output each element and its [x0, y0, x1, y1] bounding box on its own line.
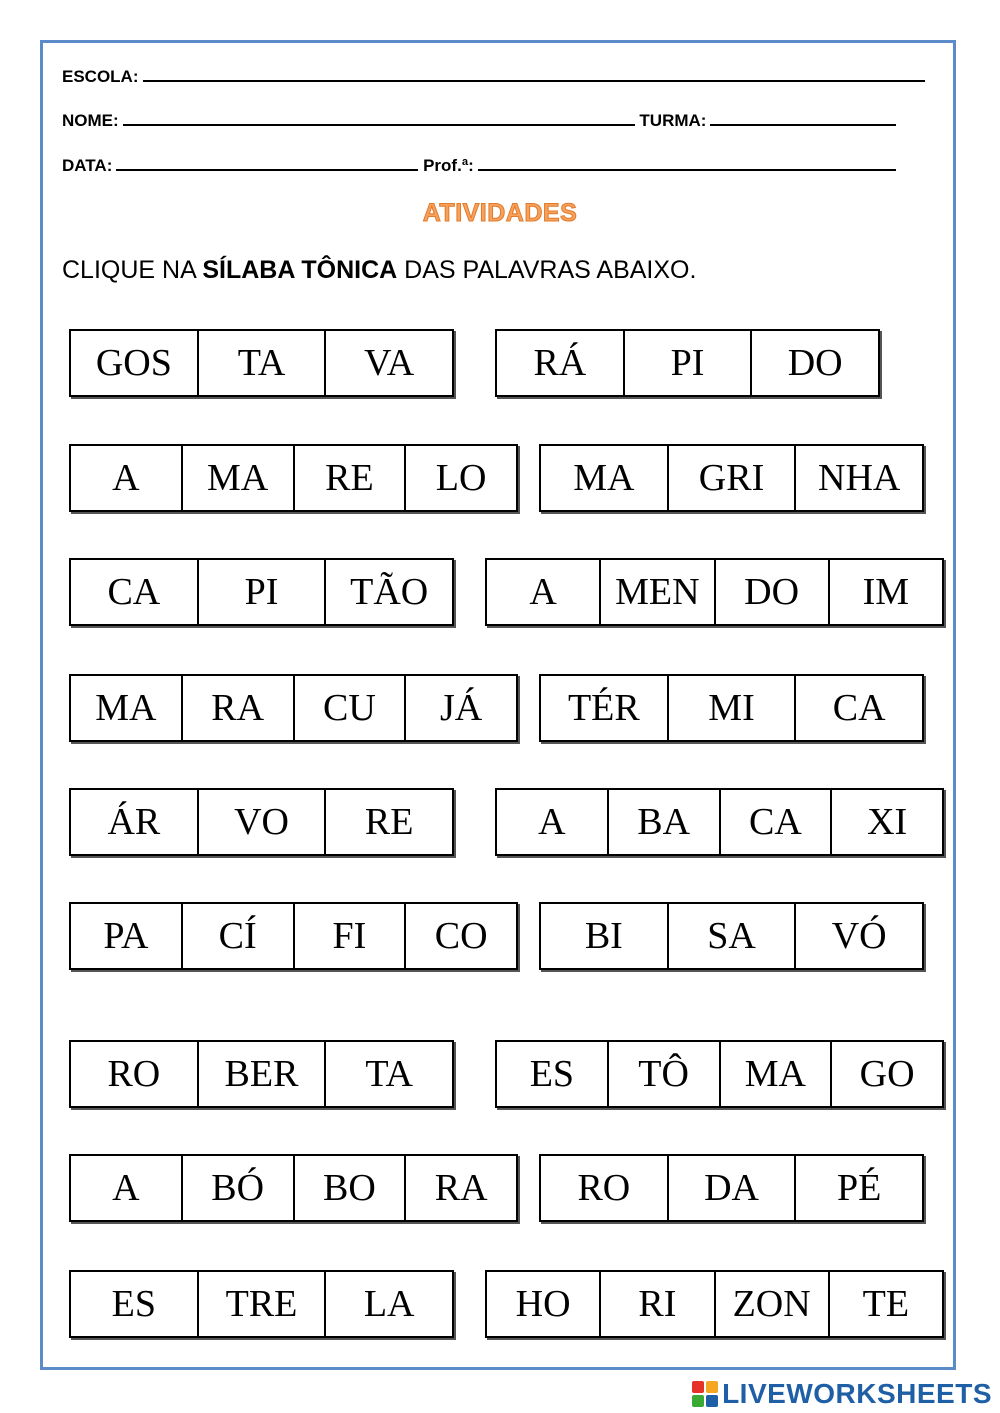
data-label: DATA: [62, 156, 113, 175]
syllable-cell[interactable]: RI [601, 1272, 715, 1336]
syllable-cell[interactable]: RA [183, 676, 295, 740]
syllable-cell[interactable]: PA [71, 904, 183, 968]
word-box [485, 1270, 944, 1338]
word-box [69, 674, 518, 742]
syllable-cell[interactable]: BA [609, 790, 721, 854]
turma-label: TURMA: [639, 111, 707, 130]
syllable-cell[interactable]: A [71, 446, 183, 510]
escola-line [62, 66, 925, 87]
syllable-cell[interactable]: VÓ [831, 915, 887, 957]
page-title: ATIVIDADES [422, 199, 578, 227]
syllable-cell[interactable]: LA [363, 1283, 415, 1325]
instruction-bold: SÍLABA TÔNICA [202, 256, 398, 284]
word-box [495, 329, 880, 397]
syllable-cell[interactable]: BI [541, 904, 669, 968]
syllable-cell[interactable]: MI [669, 676, 797, 740]
word-box [69, 788, 454, 856]
syllable-cell[interactable]: TÔ [609, 1042, 721, 1106]
syllable-cell[interactable]: MEN [601, 560, 715, 624]
brand-logo [692, 1378, 992, 1410]
syllable-cell[interactable]: RÁ [497, 331, 625, 395]
syllable-cell[interactable]: MA [721, 1042, 833, 1106]
word-box [69, 329, 454, 397]
syllable-cell[interactable]: NHA [818, 457, 901, 499]
syllable-cell[interactable]: CA [721, 790, 833, 854]
nome-field[interactable] [123, 110, 635, 126]
syllable-cell[interactable]: A [71, 1156, 183, 1220]
liveworksheets-icon [692, 1381, 718, 1407]
prof-field[interactable] [478, 155, 896, 171]
syllable-cell[interactable]: IM [862, 571, 910, 613]
word-box [539, 1154, 924, 1222]
syllable-cell[interactable]: ÁR [71, 790, 199, 854]
nome-line [62, 110, 896, 131]
syllable-cell[interactable]: TA [365, 1053, 413, 1095]
prof-label: Prof.ª: [423, 156, 474, 175]
syllable-cell[interactable]: MA [71, 676, 183, 740]
data-field[interactable] [116, 155, 418, 171]
syllable-cell[interactable]: CA [832, 687, 886, 729]
instruction [62, 256, 696, 285]
syllable-cell[interactable]: VO [199, 790, 327, 854]
syllable-cell[interactable]: RO [541, 1156, 669, 1220]
word-box [69, 1040, 454, 1108]
word-box [69, 558, 454, 626]
syllable-cell[interactable]: CA [71, 560, 199, 624]
syllable-cell[interactable]: FI [295, 904, 407, 968]
word-box [539, 674, 924, 742]
syllable-cell[interactable]: MA [183, 446, 295, 510]
syllable-cell[interactable]: PÉ [837, 1167, 882, 1209]
syllable-cell[interactable]: DA [669, 1156, 797, 1220]
syllable-cell[interactable]: TÃO [350, 571, 429, 613]
syllable-cell[interactable]: ES [497, 1042, 609, 1106]
syllable-cell[interactable]: A [487, 560, 601, 624]
word-box [495, 788, 944, 856]
instruction-after: DAS PALAVRAS ABAIXO. [397, 256, 697, 284]
syllable-cell[interactable]: LO [435, 457, 487, 499]
syllable-cell[interactable]: PI [199, 560, 327, 624]
syllable-cell[interactable]: JÁ [440, 687, 483, 729]
syllable-cell[interactable]: GOS [71, 331, 199, 395]
brand-text: LIVEWORKSHEETS [722, 1378, 992, 1409]
syllable-cell[interactable]: MA [541, 446, 669, 510]
syllable-cell[interactable]: BER [199, 1042, 327, 1106]
syllable-cell[interactable]: TE [862, 1283, 910, 1325]
syllable-cell[interactable]: CÍ [183, 904, 295, 968]
syllable-cell[interactable]: RO [71, 1042, 199, 1106]
syllable-cell[interactable]: ES [71, 1272, 199, 1336]
syllable-cell[interactable]: RE [295, 446, 407, 510]
word-box [539, 444, 924, 512]
syllable-cell[interactable]: VA [364, 342, 415, 384]
syllable-cell[interactable]: PI [625, 331, 753, 395]
syllable-cell[interactable]: DO [787, 342, 843, 384]
instruction-before: CLIQUE NA [62, 256, 203, 284]
syllable-cell[interactable]: HO [487, 1272, 601, 1336]
syllable-cell[interactable]: DO [716, 560, 830, 624]
syllable-cell[interactable]: RA [434, 1167, 488, 1209]
word-box [69, 444, 518, 512]
escola-label: ESCOLA: [62, 67, 139, 86]
word-box [69, 1270, 454, 1338]
syllable-cell[interactable]: BÓ [183, 1156, 295, 1220]
turma-field[interactable] [710, 110, 896, 126]
word-box [495, 1040, 944, 1108]
data-line [62, 155, 896, 176]
word-box [69, 902, 518, 970]
syllable-cell[interactable]: XI [867, 801, 908, 843]
syllable-cell[interactable]: CU [295, 676, 407, 740]
syllable-cell[interactable]: GRI [669, 446, 797, 510]
syllable-cell[interactable]: TÉR [541, 676, 669, 740]
syllable-cell[interactable]: ZON [716, 1272, 830, 1336]
escola-field[interactable] [143, 66, 925, 82]
word-box [539, 902, 924, 970]
syllable-cell[interactable]: CO [434, 915, 488, 957]
word-box [69, 1154, 518, 1222]
syllable-cell[interactable]: RE [364, 801, 414, 843]
word-box [485, 558, 944, 626]
syllable-cell[interactable]: GO [859, 1053, 915, 1095]
syllable-cell[interactable]: TRE [199, 1272, 327, 1336]
nome-label: NOME: [62, 111, 119, 130]
syllable-cell[interactable]: SA [669, 904, 797, 968]
syllable-cell[interactable]: BO [295, 1156, 407, 1220]
syllable-cell[interactable]: A [497, 790, 609, 854]
syllable-cell[interactable]: TA [199, 331, 327, 395]
